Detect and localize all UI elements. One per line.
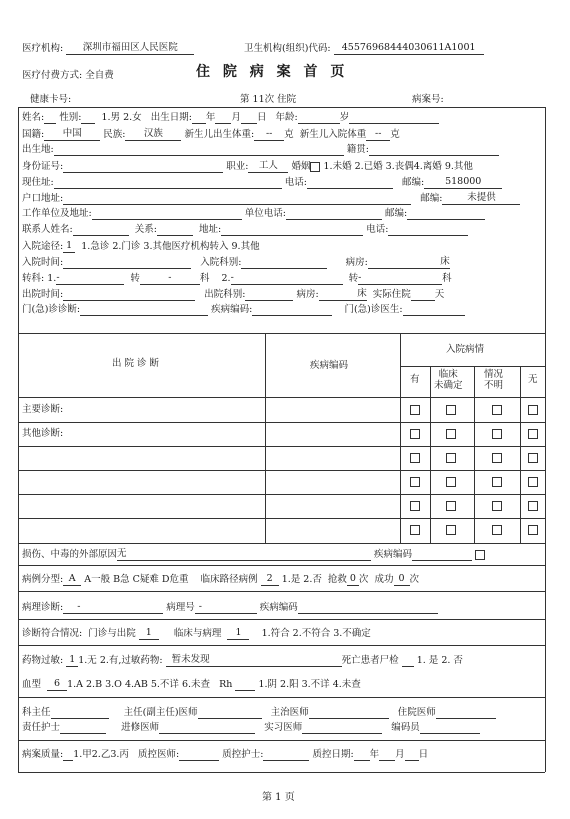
sub-header-has: 有	[410, 374, 420, 385]
injury-code-value[interactable]	[412, 549, 472, 561]
row-birthplace	[22, 144, 499, 156]
dob-label: 出生日期:	[150, 112, 192, 123]
org-code-value: 455769684440306​11A1001	[334, 42, 484, 55]
relation-value[interactable]	[157, 224, 193, 236]
allergy-label: 药物过敏:	[22, 655, 64, 666]
day-unit: 日	[256, 112, 267, 123]
divider	[18, 645, 545, 646]
payment-label: 医疗付费方式:	[22, 70, 83, 81]
path-code-label: 疾病编码	[259, 602, 298, 613]
quality-options: 1.甲2.乙3.丙	[73, 749, 129, 760]
table-col-divider-4	[474, 366, 475, 543]
month-unit: 月	[395, 749, 405, 760]
table-row-line	[18, 494, 545, 495]
success-value[interactable]: 0	[394, 573, 410, 586]
name-label: 姓名:	[22, 112, 45, 123]
id-label: 身份证号:	[22, 161, 64, 172]
row-admit-route	[22, 240, 260, 253]
condition-checkbox-unknown[interactable]	[492, 453, 502, 463]
condition-checkbox-uncertain[interactable]	[446, 405, 456, 415]
days-unit: 天	[434, 289, 445, 300]
transfer-1-value[interactable]: -	[56, 272, 124, 285]
admit-route-label: 入院途径:	[22, 241, 64, 252]
marriage-options: 1.未婚 2.已婚 3.丧偶4.离婚 9.其他	[323, 161, 473, 172]
row-work	[22, 208, 485, 220]
gram-unit: 克	[284, 129, 294, 140]
condition-checkbox-unknown[interactable]	[492, 405, 502, 415]
table-col-divider-3	[430, 366, 431, 543]
discharge-ward-label: 病房:	[296, 289, 319, 300]
newborn-admit-weight-label: 新生儿入院体重	[299, 129, 367, 140]
work-postcode-label: 邮编:	[384, 208, 408, 219]
pathway-label: 临床路径病例	[200, 574, 258, 585]
address-value[interactable]	[54, 177, 282, 189]
condition-checkbox-uncertain[interactable]	[446, 477, 456, 487]
pathway-value[interactable]: 2	[261, 573, 279, 586]
condition-checkbox-unknown[interactable]	[492, 525, 502, 535]
match-label: 诊断符合情况:	[22, 628, 83, 639]
condition-checkbox-uncertain[interactable]	[446, 501, 456, 511]
postcode-value[interactable]: 518000	[424, 176, 502, 189]
institution	[22, 42, 194, 55]
table-row-line	[18, 470, 545, 471]
contact-name-value[interactable]	[73, 224, 129, 236]
condition-checkbox-has[interactable]	[410, 405, 420, 415]
divider	[18, 591, 545, 592]
rh-options: 1.阴 2.阳 3.不详 4.未查	[258, 679, 361, 690]
disease-code-value[interactable]	[252, 304, 332, 316]
table-header-bottom	[18, 397, 545, 398]
admit-time-value[interactable]	[63, 257, 191, 269]
admit-route-options: 1.急诊 2.门诊 3.其他医疗机构转入 9.其他	[81, 241, 260, 252]
rh-value[interactable]	[235, 679, 255, 691]
id-value[interactable]	[63, 161, 223, 173]
opd-doctor-label: 门(急)诊医生:	[344, 304, 403, 315]
row-quality	[22, 749, 428, 761]
col-header-diagnosis: 出 院 诊 断	[112, 358, 160, 369]
work-phone-value[interactable]	[286, 208, 382, 220]
case-type-options: A一般 B急 C疑难 D危重	[84, 574, 189, 585]
blood-label: 血型	[22, 679, 42, 690]
resident-label: 住院医师	[397, 707, 436, 718]
native-value[interactable]	[369, 144, 499, 156]
qc-nurse-label: 质控护士:	[222, 749, 264, 760]
row-other-diagnosis: 其他诊断:	[22, 428, 64, 439]
condition-checkbox-none[interactable]	[528, 477, 538, 487]
age-unit: 岁	[339, 112, 350, 123]
rescue-label: 抢救	[327, 574, 347, 585]
condition-checkbox-uncertain[interactable]	[446, 429, 456, 439]
table-row-line	[18, 518, 545, 519]
injury-checkbox[interactable]	[475, 550, 485, 560]
ward-label: 病房:	[345, 257, 368, 268]
opd-doctor-value[interactable]	[403, 304, 465, 316]
table-row-line	[18, 422, 545, 423]
contact-phone-label: 电话:	[366, 224, 389, 235]
injury-value[interactable]: 无	[117, 548, 371, 561]
condition-checkbox-none[interactable]	[528, 501, 538, 511]
resident-sign[interactable]	[436, 707, 496, 719]
dept-head-label: 科主任	[22, 707, 51, 718]
phone-label: 电话:	[284, 177, 307, 188]
row-id	[22, 160, 473, 173]
discharge-time-value[interactable]	[63, 289, 195, 301]
row-pathology	[22, 601, 438, 614]
condition-checkbox-unknown[interactable]	[492, 477, 502, 487]
condition-checkbox-none[interactable]	[528, 453, 538, 463]
quality-value[interactable]	[63, 749, 73, 761]
newborn-admit-weight-value[interactable]: --	[366, 128, 390, 141]
condition-checkbox-has[interactable]	[410, 501, 420, 511]
allergy-value[interactable]: 1	[66, 654, 78, 667]
row-blood	[22, 678, 361, 691]
table-row-line	[18, 446, 545, 447]
autopsy-options: 1. 是 2. 否	[416, 655, 463, 666]
nurse-sign[interactable]	[60, 722, 106, 734]
condition-checkbox-unknown[interactable]	[492, 501, 502, 511]
table-subheader-line	[400, 366, 545, 367]
opd-discharge-label: 门诊与出院	[88, 628, 136, 639]
row-main-diagnosis: 主要诊断:	[22, 404, 64, 415]
newborn-weight-label: 新生儿出生体重:	[184, 129, 255, 140]
row-name	[22, 112, 439, 124]
work-label: 工作单位及地址:	[22, 208, 92, 219]
condition-checkbox-none[interactable]	[528, 405, 538, 415]
hukou-postcode-value[interactable]: 未提供	[442, 192, 520, 205]
discharge-ward-value[interactable]: 床	[319, 288, 367, 301]
row-discharge	[22, 288, 444, 301]
attending-label: 主治医师	[270, 707, 309, 718]
health-card-label: 健康卡号:	[30, 94, 72, 105]
actual-days-label: 实际住院	[372, 289, 411, 300]
gram-unit: 克	[390, 129, 400, 140]
row-signatures-2	[22, 722, 480, 734]
actual-days-value[interactable]	[411, 289, 435, 301]
page-title: 住 院 病 案 首 页	[196, 64, 349, 80]
transfer-2-to: 转	[348, 273, 359, 284]
rescue-unit: 次	[358, 574, 369, 585]
sub-header-unknown: 情况 不明	[484, 369, 504, 391]
contact-addr-value[interactable]	[221, 224, 363, 236]
transfer-2-label: 2.	[221, 273, 231, 284]
pathway-options: 1.是 2.否	[281, 574, 322, 585]
quality-label: 病案质量:	[22, 749, 64, 760]
match-options: 1.符合 2.不符合 3.不确定	[261, 628, 371, 639]
row-contact	[22, 224, 468, 236]
year-unit: 年	[205, 112, 216, 123]
discharge-time-label: 出院时间:	[22, 289, 64, 300]
rh-label: Rh	[219, 679, 233, 690]
clin-path-value[interactable]: 1	[227, 627, 249, 640]
frame-left	[18, 107, 19, 772]
age-extra	[349, 112, 439, 124]
blood-options: 1.A 2.B 3.O 4.AB 5.不详 6.未查	[67, 679, 211, 690]
institution-value: 深圳市福田区人民医院	[66, 42, 194, 55]
condition-checkbox-unknown[interactable]	[492, 429, 502, 439]
row-opd	[22, 304, 465, 316]
condition-checkbox-has[interactable]	[410, 429, 420, 439]
coder-label: 编码员	[391, 722, 420, 733]
occupation-label: 职业:	[226, 161, 249, 172]
path-diag-label: 病理诊断:	[22, 602, 64, 613]
ethnicity-label: 民族:	[103, 129, 126, 140]
refresher-sign[interactable]	[159, 722, 255, 734]
table-bottom	[18, 543, 545, 544]
marriage-checkbox[interactable]	[310, 162, 320, 172]
transfer-label: 转科:	[22, 273, 45, 284]
disease-code-label: 疾病编码:	[211, 304, 253, 315]
hukou-label: 户口地址:	[22, 193, 64, 204]
relation-label: 关系:	[134, 224, 157, 235]
admit-dept-label: 入院科别:	[200, 257, 242, 268]
nurse-label: 责任护士	[22, 722, 61, 733]
row-signatures-1	[22, 707, 496, 719]
hukou-postcode-label: 邮编:	[420, 193, 443, 204]
row-hukou	[22, 192, 520, 205]
col-header-code: 疾病编码	[310, 360, 349, 371]
divider	[18, 740, 545, 741]
divider	[18, 565, 545, 566]
year-unit: 年	[369, 749, 380, 760]
sex-value[interactable]	[81, 112, 95, 124]
address-label: 现住址:	[22, 177, 54, 188]
path-code-value[interactable]	[298, 602, 438, 614]
name-value[interactable]	[44, 112, 56, 124]
transfer-1-dept[interactable]: -	[140, 272, 200, 285]
nationality-label: 国籍:	[22, 129, 45, 140]
native-label: 籍贯:	[346, 144, 369, 155]
success-unit: 次	[409, 574, 420, 585]
qc-date-year[interactable]	[354, 749, 370, 761]
contact-phone-value[interactable]	[388, 224, 468, 236]
allergy-options: 1.无 2.有,过敏药物:	[78, 655, 163, 666]
path-diag-value[interactable]: -	[63, 601, 163, 614]
condition-checkbox-none[interactable]	[528, 429, 538, 439]
sub-header-none: 无	[528, 374, 538, 385]
visit-count-value: 11	[252, 94, 265, 105]
occupation-value[interactable]: 工人	[248, 160, 288, 173]
row-match	[22, 627, 371, 640]
intern-label: 实习医师	[264, 722, 303, 733]
table-col-divider-1	[265, 333, 266, 543]
divider	[18, 107, 545, 108]
page-number: 第 1 页	[262, 792, 295, 803]
work-postcode-value[interactable]	[407, 208, 485, 220]
condition-checkbox-has[interactable]	[410, 525, 420, 535]
intern-sign[interactable]	[302, 722, 382, 734]
table-top	[18, 333, 545, 334]
newborn-weight-value[interactable]: --	[254, 128, 284, 141]
month-unit: 月	[231, 112, 241, 123]
postcode-label: 邮编:	[402, 177, 425, 188]
qc-nurse-sign[interactable]	[263, 749, 309, 761]
payment-value: 全自费	[85, 70, 114, 81]
dob-day[interactable]	[241, 112, 257, 124]
sex-label: 性别:	[59, 112, 82, 123]
age-label: 年龄:	[275, 112, 298, 123]
transfer-1-dept-unit: 科	[199, 273, 210, 284]
age-value[interactable]	[298, 112, 340, 124]
visit-count	[240, 94, 296, 106]
visit-suffix: 次 住院	[264, 94, 297, 105]
frame-right	[545, 107, 546, 772]
row-injury	[22, 548, 485, 561]
row-admit-time	[22, 256, 450, 269]
coder-sign[interactable]	[420, 722, 480, 734]
birthplace-value[interactable]	[54, 144, 344, 156]
institution-label: 医疗机构:	[22, 43, 64, 54]
dob-year[interactable]	[192, 112, 206, 124]
row-address	[22, 176, 502, 189]
qc-date-day[interactable]	[405, 749, 419, 761]
row-nationality	[22, 128, 400, 141]
admit-time-label: 入院时间:	[22, 257, 64, 268]
path-no-value[interactable]: -	[195, 601, 257, 614]
transfer-1-to: 转	[130, 273, 140, 284]
blood-value[interactable]: 6	[47, 678, 67, 691]
condition-checkbox-none[interactable]	[528, 525, 538, 535]
divider	[18, 697, 545, 698]
frame-bottom	[18, 772, 545, 773]
payment	[22, 70, 114, 82]
autopsy-label: 死亡患者尸检	[341, 655, 399, 666]
chief-doc-sign[interactable]	[198, 707, 262, 719]
nationality-value[interactable]: 中国	[44, 128, 100, 141]
dob-month[interactable]	[215, 112, 231, 124]
transfer-2-dept-unit: 科	[442, 273, 452, 284]
org-code-label: 卫生机构(组织)代码:	[244, 43, 331, 54]
transfer-2-dept[interactable]: -	[358, 272, 442, 285]
refresher-label: 进修医师	[121, 722, 160, 733]
injury-label: 损伤、中毒的外部原因	[22, 549, 118, 560]
attending-sign[interactable]	[309, 707, 389, 719]
transfer-2-value[interactable]: -	[231, 272, 343, 285]
work-value[interactable]	[92, 208, 242, 220]
opd-diag-value[interactable]	[80, 304, 208, 316]
day-unit: 日	[418, 749, 429, 760]
transfer-1-label: 1.	[47, 273, 57, 284]
success-label: 成功	[374, 574, 394, 585]
table-col-divider-2	[400, 333, 401, 543]
clin-path-label: 临床与病理	[173, 628, 222, 639]
case-type-value[interactable]: A	[63, 573, 81, 586]
record-no-label: 病案号:	[412, 94, 444, 105]
discharge-dept-label: 出院科别:	[204, 289, 246, 300]
chief-doc-label: 主任(副主任)医师	[123, 707, 198, 718]
col-header-condition: 入院病情	[446, 344, 485, 355]
ethnicity-value[interactable]: 汉族	[125, 128, 181, 141]
admit-route-value[interactable]: 1	[63, 240, 75, 253]
condition-checkbox-has[interactable]	[410, 453, 420, 463]
qc-doctor-sign[interactable]	[179, 749, 219, 761]
sub-header-uncertain: 临床 未确定	[434, 369, 463, 391]
rescue-value[interactable]: 0	[347, 573, 359, 586]
contact-addr-label: 地址:	[199, 224, 222, 235]
case-type-label: 病例分型:	[22, 574, 64, 585]
opd-discharge-value[interactable]: 1	[139, 627, 159, 640]
ward-value[interactable]: 床	[368, 256, 450, 269]
condition-checkbox-uncertain[interactable]	[446, 453, 456, 463]
condition-checkbox-uncertain[interactable]	[446, 525, 456, 535]
discharge-dept-value[interactable]	[245, 289, 293, 301]
work-phone-label: 单位电话:	[244, 208, 286, 219]
marriage-label: 婚姻	[291, 161, 311, 172]
dept-head-sign[interactable]	[51, 707, 109, 719]
qc-date-month[interactable]	[379, 749, 395, 761]
phone-value[interactable]	[307, 177, 393, 189]
autopsy-value[interactable]	[402, 655, 414, 667]
allergy-drug[interactable]: 暂未发现	[166, 654, 342, 667]
org-code	[244, 42, 484, 55]
condition-checkbox-has[interactable]	[410, 477, 420, 487]
divider	[18, 619, 545, 620]
row-case-type	[22, 573, 419, 586]
row-transfer	[22, 272, 452, 285]
row-allergy	[22, 654, 463, 667]
path-no-label: 病理号	[166, 602, 195, 613]
sex-options: 1.男 2.女	[101, 112, 142, 123]
hukou-value[interactable]	[63, 193, 411, 205]
opd-diag-label: 门(急)诊诊断:	[22, 304, 81, 315]
visit-prefix: 第	[240, 94, 250, 105]
injury-code-label: 疾病编码	[374, 549, 413, 560]
table-col-divider-5	[520, 366, 521, 543]
qc-date-label: 质控日期:	[312, 749, 354, 760]
contact-label: 联系人姓名:	[22, 224, 73, 235]
admit-dept-value[interactable]	[241, 257, 327, 269]
birthplace-label: 出生地:	[22, 144, 54, 155]
qc-doctor-label: 质控医师:	[137, 749, 180, 760]
